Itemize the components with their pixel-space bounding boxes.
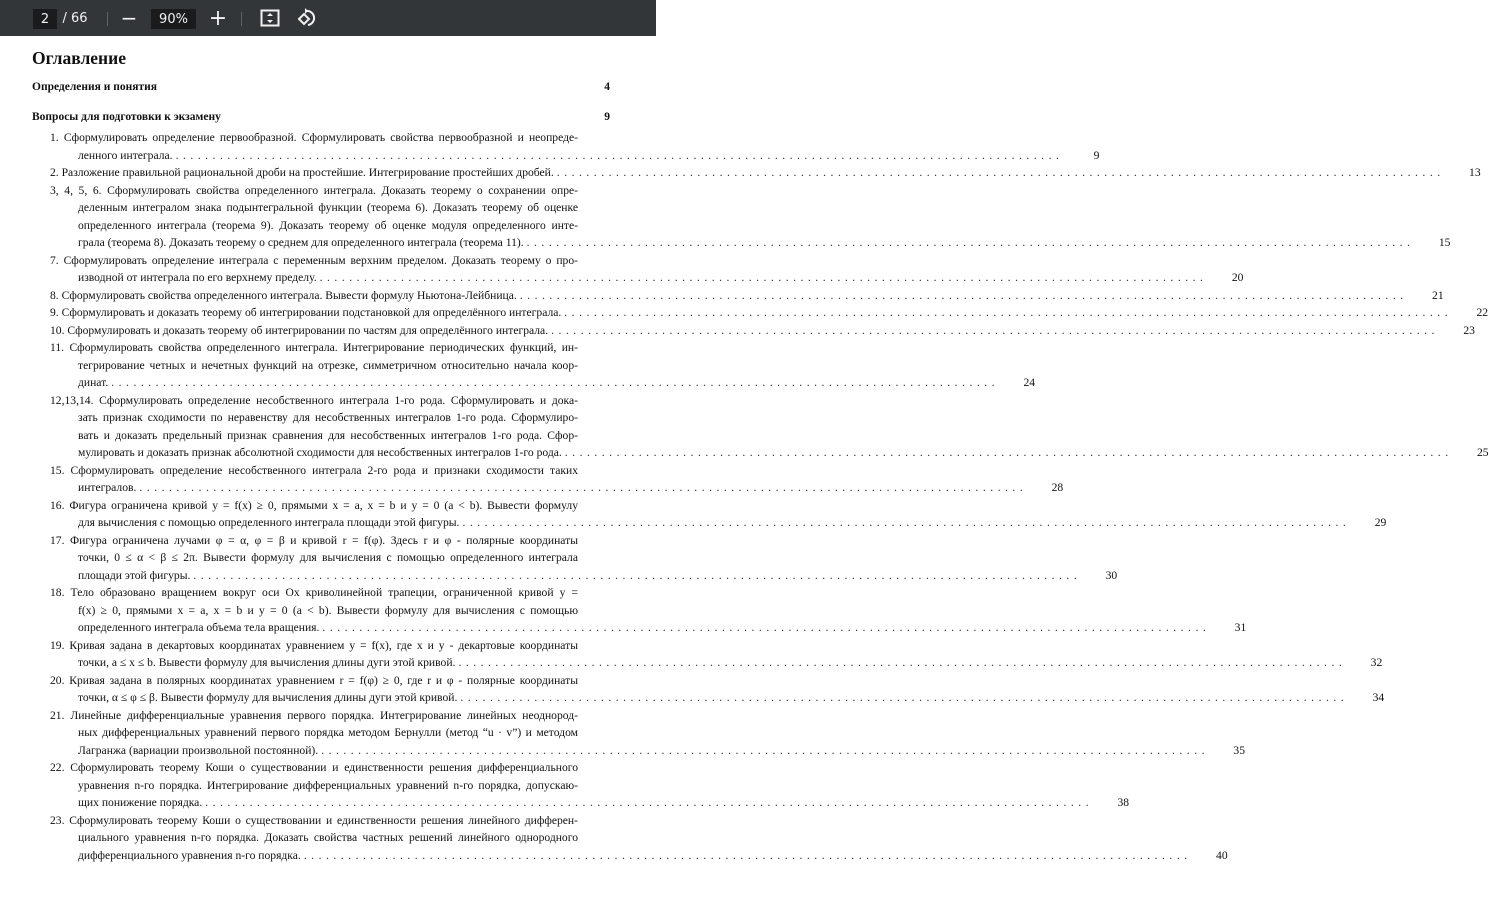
dot-leader: ........................................................................................................................: [303, 848, 1192, 862]
toc-entry-text: 21. Линейные дифференциальные уравнения первого порядка. Интегрирование линейных неоднород-: [50, 708, 578, 722]
toc-entry-last-line: [50, 164, 1481, 182]
toc-entry-last-line: [78, 689, 1385, 707]
toc-entry-text: дифференциального уравнения n-го порядка.: [78, 848, 301, 862]
toc-entry-last-line: [50, 304, 1489, 322]
toc-entry-text: определенного интеграла объема тела вращения.: [78, 621, 320, 634]
toc-entry-page: 32: [1370, 656, 1383, 669]
toc-entry-text: 18. Тело образовано вращением вокруг оси Ox криволинейной трапеции, ограниченной кривой y =: [50, 586, 578, 599]
dot-leader: ........................................................................................................................: [556, 166, 1445, 179]
toc-entry-text: ных дифференциальных уравнений первого порядка методом Бернулли (метод “u · v”) и методом: [78, 726, 578, 739]
toc-entry-last-line: [78, 847, 1228, 865]
toc-entry[interactable]: [50, 532, 1118, 585]
dot-leader: ........................................................................................................................: [205, 796, 1094, 809]
toc-section-label: Вопросы для подготовки к экзамену: [32, 111, 221, 123]
toc-entry-page: 15: [1438, 236, 1451, 249]
toc-section-page: 9: [604, 111, 610, 123]
toc-entry-text: 19. Кривая задана в декартовых координатах уравнением y = f(x), где x и y - декартовые координаты: [50, 638, 578, 652]
dot-leader: ........................................................................................................................: [111, 376, 1000, 389]
toc-entry[interactable]: [50, 164, 1481, 182]
toc-entry-last-line: [78, 742, 1245, 760]
toc-entry[interactable]: [50, 584, 1247, 637]
dot-leader: ........................................................................................................................: [526, 236, 1415, 249]
toc-section-label: Определения и понятия: [32, 81, 157, 93]
toc-entry[interactable]: [50, 462, 1064, 497]
toc-section[interactable]: [32, 111, 610, 123]
zoom-in-button[interactable]: +: [208, 5, 228, 31]
toc-entry-text: определенного интеграла (теорема 9). Доказать теорему об оценке модуля определенного инте-: [78, 218, 578, 232]
toc-entry-page: 38: [1117, 796, 1130, 809]
toc-entry-last-line: [78, 374, 1036, 392]
toc-entry-page: 31: [1234, 621, 1247, 634]
toc-entry-text: 23. Сформулировать теорему Коши о существовании и единственности решения линейного дифферен-: [50, 813, 578, 827]
toc-entry[interactable]: [50, 759, 1130, 812]
toc-entry-text: 20. Кривая задана в полярных координатах уравнением r = f(φ) ≥ 0, где r и φ - полярные координаты: [50, 673, 578, 687]
toc-entry-text: вать и доказать предельный признак сравнения для несобственных интегралов 1-го рода. Сфор-: [78, 428, 578, 442]
toc-entry-text: 2. Разложение правильной рациональной дроби на простейшие. Интегрирование простейших дробей.: [50, 166, 554, 179]
dot-leader: ........................................................................................................................: [519, 288, 1408, 302]
toc-entry-page: 35: [1233, 743, 1245, 757]
toc-entry-last-line: [78, 794, 1130, 812]
dot-leader: ........................................................................................................................: [193, 568, 1082, 582]
toc-entry-text: 10. Сформулировать и доказать теорему об интегрировании по частям для определённого интеграла.: [50, 323, 549, 337]
toc-entry[interactable]: [50, 287, 1444, 305]
toc-entry-text: 16. Фигура ограничена кривой y = f(x) ≥ 0, прямыми x = a, x = b и y = 0 (a < b). Вывести формулу: [50, 498, 578, 512]
toc-entry[interactable]: [50, 812, 1228, 865]
toc-entry-last-line: [78, 514, 1387, 532]
toc-entry-text: изводной от интеграла по его верхнему пределу.: [78, 271, 317, 284]
toc-entry-text: 17. Фигура ограничена лучами φ = α, φ = β и кривой r = f(φ). Здесь r и φ - полярные координаты: [50, 533, 578, 547]
toc-entry-text: интегралов.: [78, 481, 137, 494]
toc-entry-text: зать признак сходимости по неравенству для несобственных интегралов 1-го рода. Сформулиро-: [78, 411, 578, 424]
toc-entry[interactable]: [50, 182, 1451, 252]
toc-entry-page: 13: [1469, 166, 1481, 179]
toc-entry-text: точки, 0 ≤ α < β ≤ 2π. Вывести формулу для вычисления с помощью определенного интеграла: [78, 551, 578, 564]
toc-entry-page: 29: [1374, 516, 1387, 529]
dot-leader: ........................................................................................................................: [139, 481, 1028, 494]
pdf-page: [0, 36, 1489, 897]
toc-entry-text: Лагранжа (вариации произвольной постоянной).: [78, 743, 319, 757]
toc-entry-page: 20: [1231, 271, 1244, 284]
toc-entry-last-line: [50, 322, 1475, 340]
toc-entry-text: щих понижение порядка.: [78, 796, 203, 809]
toc-list: [50, 129, 1489, 864]
zoom-level-input[interactable]: 90%: [151, 9, 196, 29]
dot-leader: ........................................................................................................................: [460, 691, 1349, 704]
pdf-toolbar: [0, 0, 656, 36]
dot-leader: ........................................................................................................................: [322, 621, 1211, 634]
zoom-out-button[interactable]: −: [120, 6, 138, 30]
toolbar-divider: [241, 12, 242, 26]
toc-entry-text: 7. Сформулировать определение интеграла с переменным верхним пределом. Доказать теорему о про-: [50, 253, 578, 267]
toc-section[interactable]: [32, 81, 610, 93]
toc-entry-page: 22: [1476, 306, 1489, 319]
dot-leader: ........................................................................................................................: [551, 323, 1439, 337]
toc-entry-last-line: [78, 567, 1118, 585]
toc-title: Оглавление: [32, 48, 126, 68]
toc-entry-last-line: [78, 444, 1489, 462]
fit-page-button[interactable]: [258, 0, 282, 36]
dot-leader: ........................................................................................................................: [564, 306, 1453, 319]
toc-entry-text: 8. Сформулировать свойства определенного интеграла. Вывести формулу Ньютона-Лейбница.: [50, 288, 517, 302]
dot-leader: ........................................................................................................................: [321, 743, 1209, 757]
toc-entry-text: грала (теорема 8). Доказать теорему о среднем для определенного интеграла (теорема 11).: [78, 236, 524, 249]
toc-entry-text: 11. Сформулировать свойства определенного интеграла. Интегрирование периодических функций, ин-: [50, 341, 578, 354]
toc-entry-text: уравнения n-го порядка. Интегрирование дифференциальных уравнений n-го порядка, допускаю-: [78, 778, 578, 792]
toc-entry-page: 24: [1023, 376, 1036, 389]
toc-entry[interactable]: [50, 252, 1244, 287]
toc-entry-page: 28: [1051, 481, 1064, 494]
toc-entry-text: тегрирование четных и нечетных функций на отрезке, симметричном относительно начала коор-: [78, 358, 578, 372]
toc-entry[interactable]: [50, 392, 1489, 462]
toc-entry-text: мулировать и доказать признак абсолютной сходимости для несобственных интегралов 1-го рода.: [78, 446, 562, 459]
rotate-icon: [297, 8, 317, 28]
rotate-button[interactable]: [295, 0, 319, 36]
toc-entry-text: 12,13,14. Сформулировать определение несобственного интеграла 1-го рода. Сформулировать и дока-: [50, 393, 578, 407]
toc-entry[interactable]: [50, 304, 1489, 322]
toc-entry-text: точки, α ≤ φ ≤ β. Вывести формулу для вычисления длины дуги этой кривой.: [78, 691, 458, 704]
toc-entry-text: 3, 4, 5, 6. Сформулировать свойства определенного интеграла. Доказать теорему о сохранении опре-: [50, 183, 578, 197]
toc-entry-page: 21: [1432, 288, 1444, 302]
toc-entry[interactable]: [50, 707, 1245, 760]
toc-entry-page: 40: [1216, 848, 1228, 862]
toc-entry-last-line: [78, 479, 1064, 497]
toc-entry-page: 30: [1105, 568, 1118, 582]
toc-entry-text: для вычисления с помощью определенного интеграла площади этой фигуры.: [78, 516, 460, 529]
toc-entry-page: 23: [1463, 323, 1475, 337]
toc-entry-text: циального уравнения n-го порядка. Доказать свойства частных решений линейного однородного: [78, 831, 578, 844]
dot-leader: ........................................................................................................................: [564, 446, 1453, 459]
toc-entry-page: 9: [1093, 148, 1100, 162]
page-total: / 66: [62, 10, 88, 26]
toc-entry[interactable]: [50, 129, 1100, 164]
toolbar-divider: [107, 12, 108, 26]
toc-entry-text: 15. Сформулировать определение несобственного интеграла 2-го рода и признаки сходимости таких: [50, 463, 578, 477]
toc-entry-page: 34: [1372, 691, 1385, 704]
toc-entry-last-line: [78, 654, 1383, 672]
toc-entry-last-line: [78, 147, 1100, 165]
toc-entry-last-line: [50, 287, 1444, 305]
toc-entry-last-line: [78, 234, 1451, 252]
toc-entry-last-line: [78, 269, 1244, 287]
toc-section-page: 4: [604, 81, 610, 93]
toc-entry-text: ленного интеграла.: [78, 148, 173, 162]
toc-entry-text: точки, a ≤ x ≤ b. Вывести формулу для вычисления длины дуги этой кривой.: [78, 656, 456, 669]
dot-leader: ........................................................................................................................: [462, 516, 1351, 529]
toc-entry-text: 22. Сформулировать теорему Коши о существовании и единственности решения дифференциального: [50, 761, 578, 774]
toc-entry-last-line: [78, 619, 1247, 637]
toc-entry[interactable]: [50, 637, 1383, 672]
toc-entry[interactable]: [50, 672, 1385, 707]
toc-entry[interactable]: [50, 322, 1475, 340]
toc-entry-text: динат.: [78, 376, 109, 389]
page-number-input[interactable]: 2: [33, 9, 57, 29]
toc-entry[interactable]: [50, 339, 1036, 392]
fit-page-icon: [260, 9, 280, 27]
toc-entry-text: f(x) ≥ 0, прямыми x = a, x = b и y = 0 (a < b). Вывести формулу для вычисления с помощью: [78, 603, 578, 617]
toc-entry-text: площади этой фигуры.: [78, 568, 191, 582]
toc-entry-text: 9. Сформулировать и доказать теорему об интегрировании подстановкой для определённого интеграла.: [50, 306, 562, 319]
toc-entry-text: деленным интегралом знака подынтегральной функции (теорема 6). Доказать теорему об оценке: [78, 201, 578, 214]
toc-entry-text: 1. Сформулировать определение первообразной. Сформулировать свойства первообразной и неопреде-: [50, 131, 578, 144]
dot-leader: ........................................................................................................................: [175, 148, 1064, 162]
toc-entry[interactable]: [50, 497, 1387, 532]
toc-entry-page: 25: [1477, 446, 1489, 459]
dot-leader: ........................................................................................................................: [458, 656, 1347, 669]
dot-leader: ........................................................................................................................: [319, 271, 1208, 284]
